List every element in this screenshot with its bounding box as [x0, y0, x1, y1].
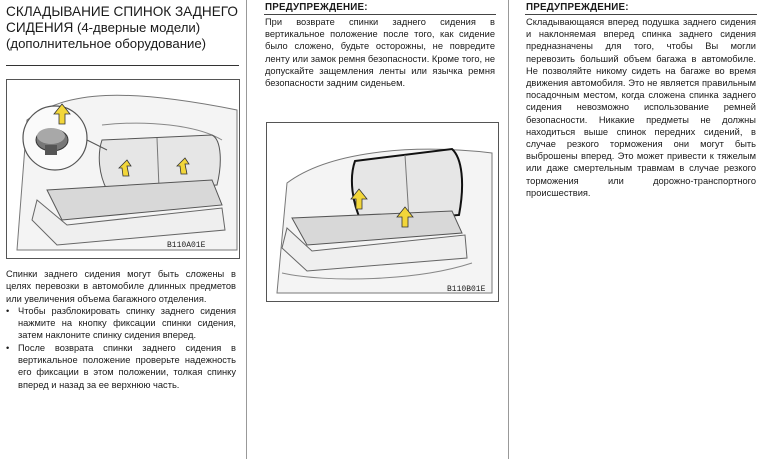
instruction-list [6, 305, 236, 391]
figure-code-right: B110B01E [447, 285, 486, 294]
warning-heading-middle: ПРЕДУПРЕЖДЕНИЕ: [265, 2, 368, 13]
seat-release-illustration [7, 80, 239, 258]
title-divider [6, 65, 239, 66]
section-title-caps: СКЛАДЫВАНИЕ СПИНОК ЗАДНЕГО СИДЕНИЯ [6, 4, 238, 35]
figure-seat-folded [266, 122, 499, 302]
section-title-rest: (4-дверные модели) (дополнительное оборудование) [6, 20, 207, 51]
warning-rule-middle [264, 14, 496, 15]
figure-seat-release-button [6, 79, 240, 259]
instruction-item-return: • После возврата спинки заднего сидения в вертикальное положение проверьте надежность его фиксации в этом положении, толкая спинку вперед и назад за ее верхнюю часть. [6, 342, 236, 391]
section-title [6, 4, 238, 52]
intro-paragraph: Спинки заднего сидения могут быть сложены в целях перевозки в автомобиле длинных предметов или увеличения объема багажного отделения. [6, 269, 236, 304]
warning-heading-right: ПРЕДУПРЕЖДЕНИЕ: [526, 2, 629, 13]
column-divider-2 [508, 0, 509, 459]
warning-rule-right [525, 14, 757, 15]
left-body [6, 268, 236, 391]
warning-text-middle: При возврате спинки заднего сидения в вертикальное положение после того, как сидение было сложено, будьте осторожны, не повредите ленту или замок ремня безопасности. Кроме того, не допускайте защемления ленты или язычка ремня безопасности задним сиденьем. [265, 17, 495, 89]
column-divider-1 [246, 0, 247, 459]
instruction-item-unlock: • Чтобы разблокировать спинку заднего сидения нажмите на кнопку фиксации спинки сидения, затем наклоните спинку сидения вперед. [6, 305, 236, 342]
folded-seat-illustration [267, 123, 498, 301]
warning-text-right: Складывающаяся вперед подушка заднего сидения и наклоняемая вперед спинка заднего сидения предназначены для того, чтобы Вы могли перевозить больший объем багажа в автомобиле. Не позволяйте никому сидеть на багаже во время движения автомобиля. Это не является правильным посадочным местом, когда сложена спинка заднего сидения невозможно использование ремней безопасности. Никакие предметы не должны находиться выше спинок передних сидений, в случае резкого торможения они могут быть выброшены вперед. Это может привести к тяжелым или даже смертельным травмам в случае резкого торможения или дорожно-транспортного происшествия. [526, 17, 756, 198]
figure-code-left: B110A01E [167, 241, 206, 250]
